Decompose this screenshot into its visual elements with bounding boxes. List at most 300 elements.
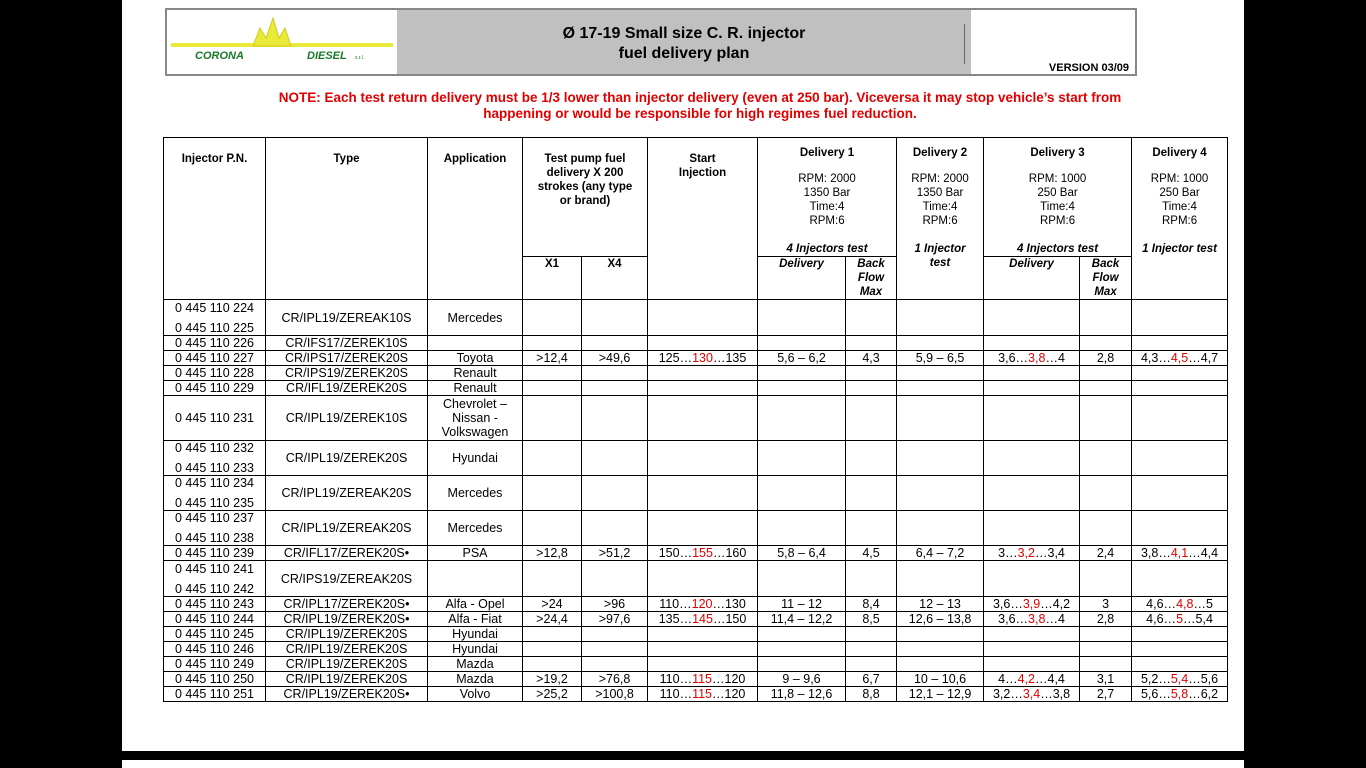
cell-start-injection: [648, 351, 758, 366]
cell-application: Mercedes: [428, 300, 523, 336]
cell-delivery-3: [984, 546, 1080, 561]
cell-injector-pn: [164, 381, 266, 396]
cell-type: CR/IPL17/ZEREK20S•: [266, 597, 428, 612]
delivery-plan-table: [163, 137, 1228, 702]
range-bound: 5,6…: [1140, 687, 1171, 701]
cell-delivery-2: 12 – 13: [897, 597, 984, 612]
table-row: [164, 381, 1228, 396]
cell-application: Mazda: [428, 672, 523, 687]
range-bound: 4,6…: [1146, 597, 1177, 611]
cell-delivery-2: [897, 381, 984, 396]
cell-delivery-4: [1132, 366, 1228, 381]
cell-x4: [582, 396, 648, 441]
nominal-value: 130: [692, 351, 713, 365]
range-bound: …5,6: [1188, 672, 1219, 686]
cell-delivery-1-backflow: 8,8: [846, 687, 897, 702]
cell-x4: [582, 336, 648, 351]
cell-injector-pn: [164, 336, 266, 351]
cell-type: CR/IFL17/ZEREK20S•: [266, 546, 428, 561]
injector-pn-value: 0 445 110 245: [174, 627, 254, 641]
col-x1: X1: [523, 257, 582, 300]
cell-delivery-1: [758, 336, 846, 351]
svg-text:s.r.l.: s.r.l.: [355, 55, 365, 61]
cell-application: Volvo: [428, 687, 523, 702]
cell-delivery-3: [984, 561, 1080, 597]
range-bound: 4,3…: [1140, 351, 1171, 365]
cell-x1: >12,4: [523, 351, 582, 366]
cell-delivery-3-backflow: [1080, 441, 1132, 476]
injector-pn-value: 0 445 110 239: [174, 546, 254, 560]
nominal-value: 3,9: [1022, 597, 1041, 611]
document-title: [397, 10, 971, 74]
nominal-value: 3,4: [1022, 687, 1041, 701]
range-bound: …4,2: [1040, 597, 1071, 611]
cell-x4: >96: [582, 597, 648, 612]
bottom-strip: [122, 760, 1244, 768]
cell-start-injection: [648, 642, 758, 657]
nominal-value: 145: [692, 612, 713, 626]
range-bound: …4: [1045, 612, 1065, 626]
table-row: [164, 351, 1228, 366]
cell-delivery-3-backflow: [1080, 476, 1132, 511]
col-start-injection: Start Injection: [648, 138, 758, 300]
cell-delivery-3-backflow: 2,4: [1080, 546, 1132, 561]
cell-delivery-3-backflow: [1080, 381, 1132, 396]
cell-delivery-3: [984, 381, 1080, 396]
range-bound: 110…: [659, 672, 693, 686]
cell-delivery-4: [1132, 441, 1228, 476]
cell-delivery-1-backflow: [846, 657, 897, 672]
cell-delivery-1: 11 – 12: [758, 597, 846, 612]
cell-start-injection: [648, 336, 758, 351]
cell-delivery-3-backflow: 2,7: [1080, 687, 1132, 702]
cell-start-injection: [648, 687, 758, 702]
range-bound: …120: [712, 672, 746, 686]
cell-delivery-2: 12,6 – 13,8: [897, 612, 984, 627]
cell-injector-pn: [164, 627, 266, 642]
cell-delivery-1-backflow: 8,4: [846, 597, 897, 612]
range-bound: 3,6…: [992, 597, 1023, 611]
range-bound: 4…: [998, 672, 1018, 686]
range-bound: …6,2: [1188, 687, 1219, 701]
nominal-value: 3,8: [1028, 612, 1046, 626]
cell-delivery-3: [984, 642, 1080, 657]
cell-delivery-3: [984, 351, 1080, 366]
cell-start-injection: [648, 381, 758, 396]
cell-x4: [582, 381, 648, 396]
col-delivery-1: Delivery 1 RPM: 2000 1350 Bar Time:4 RPM:6 4 Injectors test: [758, 138, 897, 257]
cell-injector-pn: [164, 511, 266, 546]
cell-start-injection: [648, 612, 758, 627]
cell-application: Mercedes: [428, 511, 523, 546]
cell-delivery-2: [897, 657, 984, 672]
cell-injector-pn: [164, 441, 266, 476]
cell-x4: [582, 561, 648, 597]
range-bound: 5,2…: [1140, 672, 1171, 686]
cell-delivery-3-backflow: [1080, 627, 1132, 642]
cell-injector-pn: [164, 300, 266, 336]
nominal-value: 5,8: [1170, 687, 1189, 701]
cell-delivery-1-backflow: [846, 642, 897, 657]
table-row: [164, 642, 1228, 657]
cell-delivery-1-backflow: 4,3: [846, 351, 897, 366]
title-line-1: Ø 17-19 Small size C. R. injector: [562, 25, 806, 42]
cell-delivery-1: 9 – 9,6: [758, 672, 846, 687]
document-page: [122, 0, 1244, 751]
injector-pn-value: 0 445 110 242: [174, 581, 254, 596]
cell-delivery-4: [1132, 597, 1228, 612]
range-bound: …4,4: [1035, 672, 1065, 686]
range-bound: …160: [712, 546, 747, 560]
range-bound: 3,2…: [992, 687, 1023, 701]
cell-injector-pn: [164, 396, 266, 441]
range-bound: …4,4: [1188, 546, 1219, 560]
cell-x1: [523, 336, 582, 351]
cell-delivery-1: [758, 441, 846, 476]
cell-type: CR/IPL19/ZEREK20S•: [266, 612, 428, 627]
cell-type: CR/IPL19/ZEREK20S: [266, 657, 428, 672]
cell-application: Hyundai: [428, 642, 523, 657]
range-bound: 110…: [659, 687, 693, 701]
cell-start-injection: [648, 396, 758, 441]
cell-delivery-4: [1132, 687, 1228, 702]
range-bound: …3,8: [1040, 687, 1071, 701]
cell-application: Mazda: [428, 657, 523, 672]
cell-start-injection: [648, 657, 758, 672]
col-delivery-1-delivery: Delivery: [758, 257, 846, 300]
cell-delivery-3: [984, 366, 1080, 381]
cell-type: CR/IPS19/ZEREAK20S: [266, 561, 428, 597]
cell-x1: [523, 511, 582, 546]
cell-delivery-3: [984, 441, 1080, 476]
cell-x4: >100,8: [582, 687, 648, 702]
col-type: Type: [266, 138, 428, 300]
cell-x1: [523, 441, 582, 476]
cell-start-injection: [648, 561, 758, 597]
nominal-value: 120: [691, 597, 713, 611]
cell-delivery-1: [758, 627, 846, 642]
cell-delivery-2: [897, 476, 984, 511]
cell-start-injection: [648, 511, 758, 546]
range-bound: 3,6…: [998, 351, 1029, 365]
table-row: [164, 441, 1228, 476]
cell-x4: [582, 642, 648, 657]
injector-pn-value: 0 445 110 246: [174, 642, 254, 656]
cell-delivery-4: [1132, 642, 1228, 657]
note-line-2: happening or would be responsible for high regimes fuel reduction.: [483, 106, 917, 121]
cell-type: CR/IPL19/ZEREK20S: [266, 672, 428, 687]
cell-delivery-1-backflow: [846, 300, 897, 336]
cell-delivery-3: [984, 627, 1080, 642]
cell-injector-pn: [164, 351, 266, 366]
cell-x4: [582, 441, 648, 476]
company-logo: [167, 10, 397, 74]
col-delivery-2: Delivery 2 RPM: 2000 1350 Bar Time:4 RPM:6 1 Injector test: [897, 138, 984, 300]
col-delivery-1-backflow: Back Flow Max: [846, 257, 897, 300]
range-bound: …135: [712, 351, 747, 365]
injector-pn-value: 0 445 110 244: [174, 612, 254, 626]
table-row: [164, 561, 1228, 597]
col-test-pump: Test pump fuel delivery X 200 strokes (any type or brand): [523, 138, 648, 257]
injector-pn-value: 0 445 110 226: [174, 336, 254, 350]
cell-delivery-3-backflow: [1080, 642, 1132, 657]
range-bound: …5: [1193, 597, 1213, 611]
nominal-value: 4,5: [1170, 351, 1189, 365]
cell-delivery-1: [758, 300, 846, 336]
note-text: [210, 90, 1190, 122]
cell-delivery-3: [984, 597, 1080, 612]
cell-application: Renault: [428, 366, 523, 381]
version-label: VERSION 03/09: [1048, 62, 1129, 74]
cell-delivery-2: [897, 396, 984, 441]
cell-type: CR/IPL19/ZEREK20S: [266, 627, 428, 642]
cell-delivery-3: [984, 511, 1080, 546]
cell-x1: [523, 300, 582, 336]
injector-pn-value: 0 445 110 224: [174, 300, 254, 315]
cell-delivery-3: [984, 336, 1080, 351]
range-bound: …4,7: [1188, 351, 1219, 365]
table-row: [164, 336, 1228, 351]
cell-start-injection: [648, 476, 758, 511]
cell-delivery-4: [1132, 381, 1228, 396]
table-row: [164, 511, 1228, 546]
injector-pn-value: 0 445 110 231: [174, 411, 254, 425]
range-bound: …4: [1045, 351, 1065, 365]
injector-pn-value: 0 445 110 232: [174, 441, 254, 455]
cell-delivery-1: 11,8 – 12,6: [758, 687, 846, 702]
cell-delivery-3-backflow: [1080, 366, 1132, 381]
cell-delivery-3: [984, 612, 1080, 627]
cell-delivery-1: 11,4 – 12,2: [758, 612, 846, 627]
cell-x1: >24,4: [523, 612, 582, 627]
cell-x1: [523, 561, 582, 597]
nominal-value: 115: [692, 687, 713, 701]
cell-type: CR/IPS17/ZEREK20S: [266, 351, 428, 366]
cell-delivery-3-backflow: [1080, 511, 1132, 546]
cell-type: CR/IPL19/ZEREAK20S: [266, 511, 428, 546]
cell-x1: [523, 657, 582, 672]
cell-application: Hyundai: [428, 627, 523, 642]
cell-start-injection: [648, 672, 758, 687]
logo-corona-text: CORONA: [195, 50, 244, 62]
injector-pn-value: 0 445 110 249: [174, 657, 254, 671]
cell-delivery-2: [897, 627, 984, 642]
cell-delivery-2: [897, 336, 984, 351]
cell-injector-pn: [164, 366, 266, 381]
table-row: [164, 396, 1228, 441]
col-delivery-4: Delivery 4 RPM: 1000 250 Bar Time:4 RPM:6 1 Injector test: [1132, 138, 1228, 300]
col-delivery-3-delivery: Delivery: [984, 257, 1080, 300]
cell-x1: [523, 476, 582, 511]
cell-delivery-1: [758, 511, 846, 546]
injector-pn-value: 0 445 110 238: [174, 531, 254, 545]
cell-type: CR/IFS17/ZEREK10S: [266, 336, 428, 351]
cell-type: CR/IPL19/ZEREK20S: [266, 642, 428, 657]
table-row: [164, 687, 1228, 702]
cell-delivery-3-backflow: 2,8: [1080, 351, 1132, 366]
cell-delivery-3-backflow: [1080, 396, 1132, 441]
injector-pn-value: 0 445 110 233: [174, 461, 254, 475]
cell-injector-pn: [164, 687, 266, 702]
cell-delivery-1-backflow: [846, 511, 897, 546]
cell-delivery-1-backflow: [846, 627, 897, 642]
cell-x1: [523, 381, 582, 396]
cell-x1: >12,8: [523, 546, 582, 561]
injector-pn-value: 0 445 110 228: [174, 366, 254, 380]
cell-delivery-1-backflow: [846, 561, 897, 597]
cell-delivery-1: [758, 476, 846, 511]
nominal-value: 4,8: [1176, 597, 1194, 611]
cell-delivery-3: [984, 396, 1080, 441]
cell-start-injection: [648, 546, 758, 561]
cell-delivery-1: [758, 657, 846, 672]
cell-type: CR/IPL19/ZEREK10S: [266, 396, 428, 441]
nominal-value: 115: [692, 672, 713, 686]
cell-delivery-1: 5,6 – 6,2: [758, 351, 846, 366]
table-row: [164, 657, 1228, 672]
col-delivery-3: Delivery 3 RPM: 1000 250 Bar Time:4 RPM:6 4 Injectors test: [984, 138, 1132, 257]
cell-application: Alfa - Opel: [428, 597, 523, 612]
table-row: [164, 627, 1228, 642]
cell-application: Mercedes: [428, 476, 523, 511]
cell-delivery-1: [758, 366, 846, 381]
note-line-1: NOTE: Each test return delivery must be 1/3 lower than injector delivery (even at 250 bar). Viceversa it may stop vehicle’s start from: [278, 90, 1122, 105]
cell-delivery-4: [1132, 351, 1228, 366]
cell-delivery-2: [897, 511, 984, 546]
cell-application: Renault: [428, 381, 523, 396]
injector-pn-value: 0 445 110 234: [174, 476, 254, 490]
cell-delivery-3-backflow: [1080, 300, 1132, 336]
cell-application: Toyota: [428, 351, 523, 366]
range-bound: …120: [712, 687, 746, 701]
cell-delivery-3-backflow: [1080, 561, 1132, 597]
cell-x1: >24: [523, 597, 582, 612]
cell-start-injection: [648, 597, 758, 612]
cell-delivery-2: 6,4 – 7,2: [897, 546, 984, 561]
range-bound: 135…: [658, 612, 693, 626]
nominal-value: 5,4: [1170, 672, 1189, 686]
cell-start-injection: [648, 627, 758, 642]
cell-delivery-2: 5,9 – 6,5: [897, 351, 984, 366]
cell-x1: [523, 642, 582, 657]
injector-pn-value: 0 445 110 227: [174, 351, 254, 365]
cell-delivery-2: [897, 642, 984, 657]
cell-delivery-1-backflow: 4,5: [846, 546, 897, 561]
document-header: [165, 8, 1137, 76]
cell-x1: >19,2: [523, 672, 582, 687]
table-row: [164, 672, 1228, 687]
nominal-value: 5: [1176, 612, 1184, 626]
table-row: [164, 300, 1228, 336]
cell-x1: [523, 627, 582, 642]
cell-delivery-1-backflow: [846, 476, 897, 511]
range-bound: 3…: [998, 546, 1018, 560]
cell-type: CR/IPL19/ZEREAK10S: [266, 300, 428, 336]
injector-pn-value: 0 445 110 235: [174, 496, 254, 510]
cell-x1: >25,2: [523, 687, 582, 702]
cell-delivery-1-backflow: [846, 336, 897, 351]
cell-delivery-1-backflow: 6,7: [846, 672, 897, 687]
cell-x4: [582, 657, 648, 672]
cell-application: PSA: [428, 546, 523, 561]
cell-delivery-1: [758, 561, 846, 597]
injector-pn-value: 0 445 110 241: [174, 561, 254, 576]
cell-delivery-1-backflow: [846, 396, 897, 441]
table-row: [164, 546, 1228, 561]
injector-pn-value: 0 445 110 250: [174, 672, 254, 686]
cell-delivery-3-backflow: 3,1: [1080, 672, 1132, 687]
cell-x4: >76,8: [582, 672, 648, 687]
cell-delivery-1-backflow: [846, 366, 897, 381]
table-row: [164, 366, 1228, 381]
cell-delivery-3: [984, 300, 1080, 336]
cell-delivery-2: [897, 441, 984, 476]
cell-delivery-2: 12,1 – 12,9: [897, 687, 984, 702]
cell-injector-pn: [164, 642, 266, 657]
cell-delivery-3-backflow: [1080, 336, 1132, 351]
cell-start-injection: [648, 366, 758, 381]
cell-delivery-3-backflow: 3: [1080, 597, 1132, 612]
cell-delivery-4: [1132, 612, 1228, 627]
cell-delivery-4: [1132, 336, 1228, 351]
cell-delivery-3-backflow: [1080, 657, 1132, 672]
cell-injector-pn: [164, 612, 266, 627]
cell-injector-pn: [164, 597, 266, 612]
cell-delivery-4: [1132, 627, 1228, 642]
title-line-2: fuel delivery plan: [618, 45, 750, 62]
cell-x4: >51,2: [582, 546, 648, 561]
cell-delivery-1: [758, 642, 846, 657]
nominal-value: 3,2: [1017, 546, 1035, 560]
table-row: [164, 612, 1228, 627]
cell-injector-pn: [164, 561, 266, 597]
cell-delivery-3: [984, 476, 1080, 511]
cell-delivery-1: 5,8 – 6,4: [758, 546, 846, 561]
cell-injector-pn: [164, 546, 266, 561]
range-bound: 3,8…: [1140, 546, 1171, 560]
range-bound: 3,6…: [998, 612, 1029, 626]
cell-application: [428, 561, 523, 597]
cell-x4: [582, 300, 648, 336]
range-bound: 150…: [658, 546, 693, 560]
table-row: [164, 476, 1228, 511]
cell-start-injection: [648, 300, 758, 336]
col-injector-pn: Injector P.N.: [164, 138, 266, 300]
injector-pn-value: 0 445 110 251: [174, 687, 254, 701]
range-bound: 110…: [659, 597, 692, 611]
cell-type: CR/IPL19/ZEREK20S•: [266, 687, 428, 702]
cell-injector-pn: [164, 672, 266, 687]
range-bound: 4,6…: [1146, 612, 1177, 626]
col-application: Application: [428, 138, 523, 300]
cell-type: CR/IPL19/ZEREAK20S: [266, 476, 428, 511]
cell-application: Hyundai: [428, 441, 523, 476]
cell-application: Alfa - Fiat: [428, 612, 523, 627]
cell-application: Chevrolet – Nissan - Volkswagen: [428, 396, 523, 441]
range-bound: …150: [712, 612, 747, 626]
cell-delivery-4: [1132, 546, 1228, 561]
cell-delivery-2: [897, 366, 984, 381]
cell-delivery-3: [984, 657, 1080, 672]
cell-application: [428, 336, 523, 351]
cell-delivery-2: [897, 561, 984, 597]
logo-diesel-text: DIESEL: [307, 50, 347, 62]
injector-pn-value: 0 445 110 243: [174, 597, 254, 611]
cell-delivery-4: [1132, 561, 1228, 597]
cell-injector-pn: [164, 476, 266, 511]
range-bound: …5,4: [1183, 612, 1213, 626]
injector-pn-value: 0 445 110 225: [174, 320, 254, 335]
